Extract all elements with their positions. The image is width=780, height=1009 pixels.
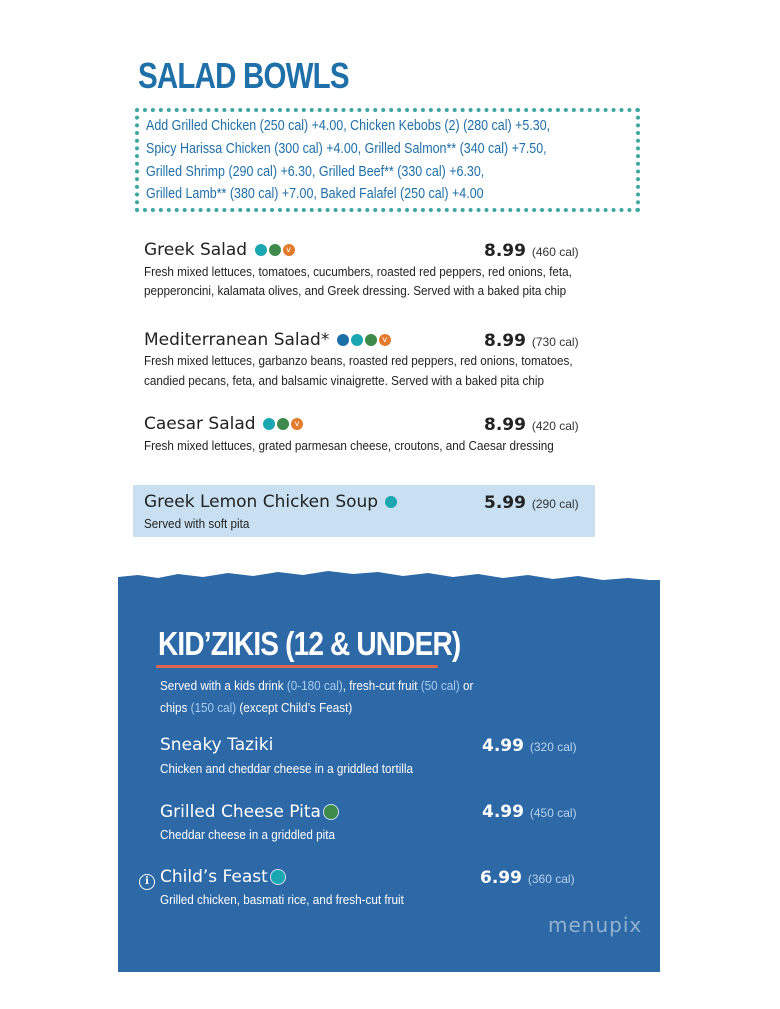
- menu-item-price: [484, 331, 579, 351]
- watermark: menupix: [548, 913, 643, 937]
- menu-item-desc: Grilled chicken, basmati rice, and fresh-cut fruit: [160, 892, 404, 907]
- calories: (730 cal): [531, 335, 579, 349]
- calories: (320 cal): [529, 740, 577, 754]
- menu-item-desc: candied pecans, feta, and balsamic vinaigrette. Served with a baked pita chip: [144, 373, 544, 388]
- vegetarian-icon: v: [283, 244, 295, 256]
- price-text: 8.99: [484, 331, 526, 351]
- menu-item-desc: Fresh mixed lettuces, grated parmesan cheese, croutons, and Caesar dressing: [144, 438, 554, 453]
- section-title-kids: KID’ZIKIS (12 & UNDER): [158, 625, 461, 662]
- price-text: 4.99: [482, 736, 524, 756]
- menu-item-price: [484, 415, 579, 435]
- intro-text: , fresh-cut fruit: [342, 678, 421, 693]
- price-text: 8.99: [484, 415, 526, 435]
- item-name-text: Grilled Cheese Pita: [160, 802, 321, 822]
- dietary-icon: [263, 418, 275, 430]
- price-text: 5.99: [484, 493, 526, 513]
- menu-item-price: [480, 868, 575, 888]
- item-name-text: Child’s Feast: [160, 867, 268, 887]
- dietary-icon: [277, 418, 289, 430]
- calories: (450 cal): [529, 806, 577, 820]
- vegetarian-icon: v: [291, 418, 303, 430]
- intro-text: (except Child’s Feast): [236, 700, 353, 715]
- info-icon[interactable]: i: [139, 869, 155, 890]
- dietary-icon: [269, 244, 281, 256]
- dietary-icon: [351, 334, 363, 346]
- addons-line: Spicy Harissa Chicken (300 cal) +4.00, Grilled Salmon** (340 cal) +7.50,: [146, 141, 547, 157]
- dietary-icon: [365, 334, 377, 346]
- item-name-text: Mediterranean Salad*: [144, 330, 330, 350]
- menu-item-price: [484, 493, 579, 513]
- vegetarian-icon: v: [379, 334, 391, 346]
- menu-item-name: [160, 867, 286, 887]
- kids-intro-line: [160, 700, 352, 715]
- price-text: 6.99: [480, 868, 522, 888]
- dietary-icon: [255, 244, 267, 256]
- menu-item-name: [144, 414, 303, 434]
- calories: (420 cal): [531, 419, 579, 433]
- calories: (50 cal): [420, 678, 460, 693]
- menu-item-desc: Fresh mixed lettuces, tomatoes, cucumbers, roasted red peppers, red onions, feta,: [144, 264, 572, 279]
- calories: (460 cal): [531, 245, 579, 259]
- menu-item-price: [482, 802, 577, 822]
- dietary-icon: [270, 869, 286, 885]
- item-name-text: Caesar Salad: [144, 414, 256, 434]
- calories: (290 cal): [531, 497, 579, 511]
- menu-item-name: [144, 492, 397, 512]
- menu-item-desc: Fresh mixed lettuces, garbanzo beans, roasted red peppers, red onions, tomatoes,: [144, 353, 573, 368]
- menu-item-price: [484, 241, 579, 261]
- intro-text: chips: [160, 700, 191, 715]
- calories: (150 cal): [190, 700, 237, 715]
- dietary-icon: [337, 334, 349, 346]
- calories: (360 cal): [527, 872, 575, 886]
- calories: (0-180 cal): [286, 678, 343, 693]
- menu-item-price: [482, 736, 577, 756]
- item-name-text: Greek Salad: [144, 240, 248, 260]
- addons-line: Grilled Lamb** (380 cal) +7.00, Baked Falafel (250 cal) +4.00: [146, 186, 484, 202]
- menu-item-name: [144, 240, 295, 260]
- price-text: 4.99: [482, 802, 524, 822]
- intro-text: or: [459, 678, 474, 693]
- kids-intro-line: [160, 678, 473, 693]
- dietary-icon: [385, 496, 397, 508]
- addons-line: Add Grilled Chicken (250 cal) +4.00, Chicken Kebobs (2) (280 cal) +5.30,: [146, 118, 551, 134]
- title-underline: [156, 665, 438, 668]
- intro-text: Served with a kids drink: [160, 678, 287, 693]
- menu-item-desc: Cheddar cheese in a griddled pita: [160, 827, 335, 842]
- menu-item-desc: Served with soft pita: [144, 516, 250, 531]
- menu-item-desc: Chicken and cheddar cheese in a griddled tortilla: [160, 761, 414, 776]
- menu-item-name: Sneaky Taziki: [160, 735, 274, 755]
- menu-item-name: [144, 330, 391, 350]
- menu-item-name: [160, 802, 339, 822]
- price-text: 8.99: [484, 241, 526, 261]
- dietary-icon: [323, 804, 339, 820]
- section-title-salad-bowls: SALAD BOWLS: [138, 55, 349, 96]
- addons-line: Grilled Shrimp (290 cal) +6.30, Grilled Beef** (330 cal) +6.30,: [146, 164, 485, 180]
- item-name-text: Greek Lemon Chicken Soup: [144, 492, 379, 512]
- menu-item-desc: pepperoncini, kalamata olives, and Greek dressing. Served with a baked pita chip: [144, 283, 567, 298]
